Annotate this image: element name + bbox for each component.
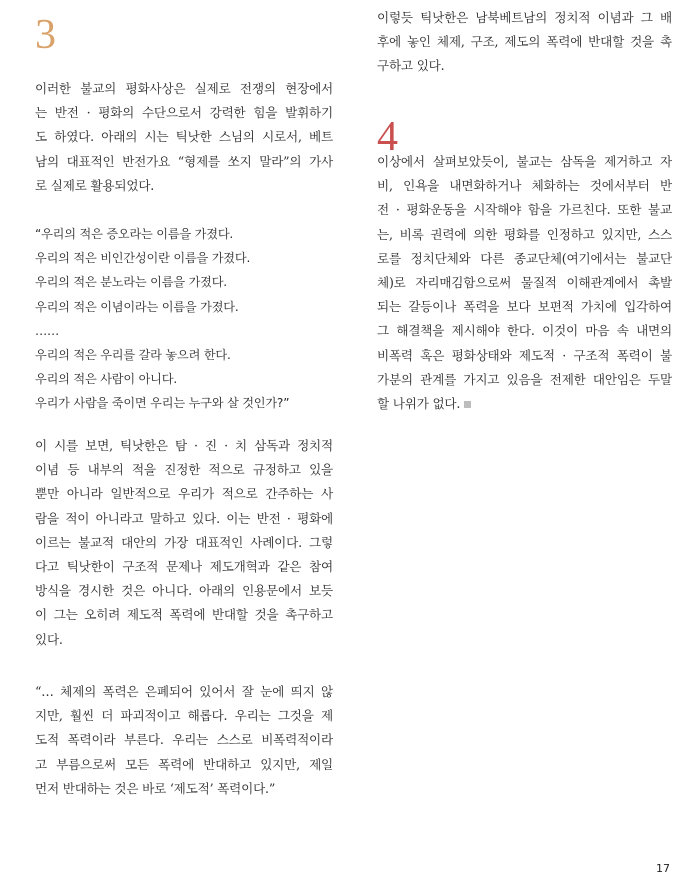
block-quote (35, 680, 333, 801)
text-line: 이러한 불교의 평화사상은 실제로 전쟁의 현장에서 (35, 81, 333, 96)
text-line: 비, 인욕을 내면화하거나 체화하는 것에서부터 반 (377, 178, 672, 194)
text-line: 되는 갈등이나 폭력을 보다 보편적 가치에 입각하여 (377, 299, 672, 315)
poem-line: 우리가 사람을 죽이면 우리는 누구와 살 것인가?” (35, 396, 290, 411)
text-line: 구하고 있다. (377, 58, 445, 74)
final-line-text: 할 나위가 없다. (377, 396, 461, 412)
poem-line: 우리의 적은 사람이 아니다. (35, 372, 178, 387)
poem-line: 우리의 적은 분노라는 이름을 가졌다. (35, 275, 227, 290)
text-line: 도 하였다. 아래의 시는 틱낫한 스님의 시로서, 베트 (35, 129, 333, 145)
text-line: 방식을 경시한 것은 아니다. 아래의 인용문에서 보듯 (35, 583, 333, 599)
text-line: 고 부름으로써 모든 폭력에 반대하고 있지만, 제일 (35, 756, 333, 772)
paragraph-analysis (35, 434, 333, 652)
end-of-article-mark-icon (464, 401, 471, 408)
poem-line: “우리의 적은 증오라는 이름을 가졌다. (35, 227, 234, 241)
text-line: 이 시를 보면, 틱낫한은 탐 · 진 · 치 삼독과 정치적 (35, 438, 333, 453)
text-line: 먼저 반대하는 것은 바로 ‘제도적’ 폭력이다.” (35, 780, 276, 796)
text-line: 전 · 평화운동을 시작해야 함을 가르친다. 또한 불교 (377, 202, 672, 218)
section-number-3: 3 (35, 12, 56, 58)
paragraph-intro (35, 77, 333, 198)
text-line: 있다. (35, 631, 63, 647)
text-line: 는, 비록 권력에 의한 평화를 인정하고 있지만, 스스 (377, 226, 672, 242)
poem-line: 우리의 적은 이념이라는 이름을 가졌다. (35, 299, 239, 314)
text-line: 이 그는 오히려 제도적 폭력에 반대할 것을 촉구하고 (35, 607, 333, 623)
text-line: 로 실제로 활용되었다. (35, 177, 155, 193)
poem-line: 우리의 적은 비인간성이란 이름을 가졌다. (35, 251, 251, 266)
text-line: 뿐만 아니라 일반적으로 우리가 적으로 간주하는 사 (35, 486, 333, 502)
text-line: 도적 폭력이라 부른다. 우리는 스스로 비폭력적이라 (35, 732, 333, 748)
text-line: 비폭력 혹은 평화상태와 제도적 · 구조적 폭력이 불 (377, 347, 672, 363)
text-line: 는 반전 · 평화의 수단으로서 강력한 힘을 발휘하기 (35, 105, 333, 121)
text-line-final (377, 392, 672, 416)
section-number-4: 4 (377, 114, 398, 160)
text-line: 그 해결책을 제시해야 한다. 이것이 마음 속 내면의 (377, 323, 672, 339)
poem-ellipsis: …… (35, 323, 59, 338)
text-line: 다고 틱낫한이 구조적 문제나 제도개혁과 같은 참여 (35, 559, 333, 575)
text-line: 이상에서 살펴보았듯이, 불교는 삼독을 제거하고 자 (377, 154, 672, 169)
text-line: 체)로 자리매김함으로써 물질적 이해관계에서 촉발 (377, 275, 672, 291)
text-line: 이념 등 내부의 적을 진정한 적으로 규정하고 있을 (35, 462, 333, 478)
text-line: 가분의 관계를 가지고 있음을 전제한 대안임은 두말 (377, 371, 672, 387)
text-line: 이르는 불교적 대안의 가장 대표적인 사례이다. 그렇 (35, 534, 333, 550)
text-line: 람을 적이 아니라고 말하고 있다. 이는 반전 · 평화에 (35, 510, 333, 526)
text-line: 로를 정치단체와 다른 종교단체(여기에서는 불교단 (377, 250, 672, 266)
poem-quote (35, 222, 333, 416)
text-line: 후에 놓인 체제, 구조, 제도의 폭력에 반대할 것을 촉 (377, 34, 672, 50)
paragraph-conclusion (377, 150, 672, 416)
text-line: “… 체제의 폭력은 은폐되어 있어서 잘 눈에 띄지 않 (35, 684, 333, 699)
poem-line: 우리의 적은 우리를 갈라 놓으려 한다. (35, 348, 231, 363)
page-number: 17 (656, 862, 670, 875)
paragraph-continued (377, 6, 672, 79)
text-line: 지만, 훨씬 더 파괴적이고 해롭다. 우리는 그것을 제 (35, 708, 333, 724)
text-line: 이렇듯 틱낫한은 남북베트남의 정치적 이념과 그 배 (377, 10, 672, 25)
text-line: 남의 대표적인 반전가요 “형제를 쏘지 말라”의 가사 (35, 153, 333, 169)
